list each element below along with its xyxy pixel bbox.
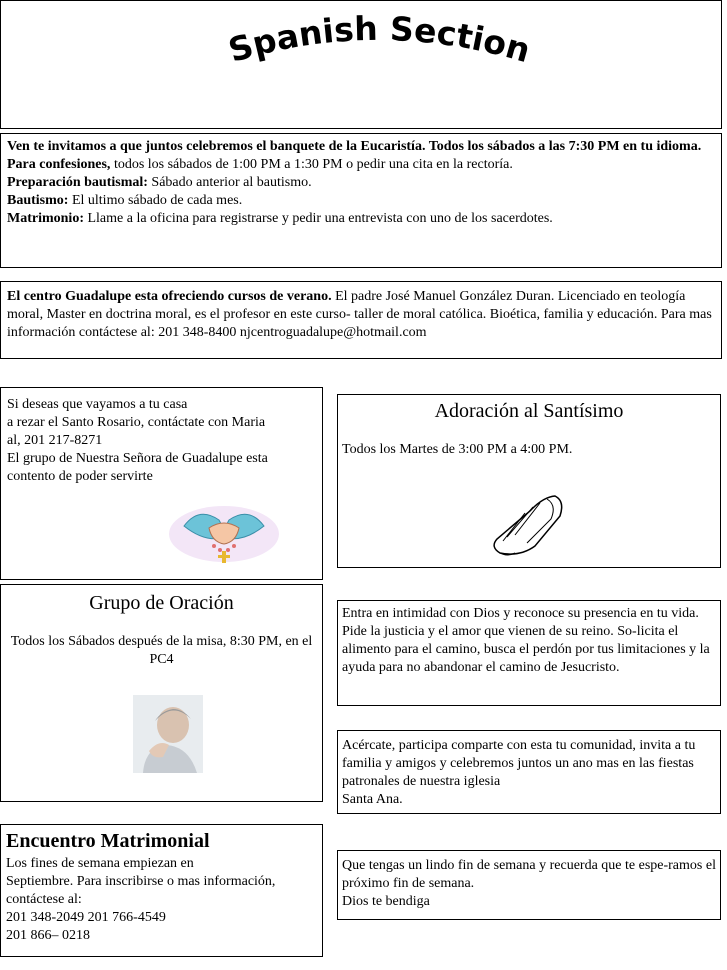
adoracion-title: Adoración al Santísimo <box>434 400 624 422</box>
praying-hands-icon <box>485 491 575 561</box>
adoracion-box <box>337 394 721 568</box>
rosary-hands-icon <box>164 498 284 568</box>
encuentro-line: Septiembre. Para inscribirse o mas información, contáctese al: <box>6 874 276 907</box>
bautismo-line: Bautismo: El ultimo sábado de cada mes. <box>7 193 243 208</box>
eucaristia-box <box>0 133 722 268</box>
fiestas-last: Santa Ana. <box>342 792 403 807</box>
rosario-box <box>0 387 323 580</box>
despedida-box <box>337 850 721 920</box>
svg-text:Spanish Section <box>224 9 534 70</box>
fiestas-box <box>337 730 721 814</box>
confesiones-line: Para confesiones, todos los sábados de 1:00 PM a 1:30 PM o pedir una cita en la rectoría. <box>7 157 513 172</box>
oracion-title: Grupo de Oración <box>89 592 234 614</box>
centro-guadalupe-box <box>0 281 722 359</box>
despedida-blessing: Dios te bendiga <box>342 894 430 909</box>
intimidad-box <box>337 600 721 706</box>
matrimonio-line: Matrimonio: Llame a la oficina para registrarse y pedir una entrevista con uno de los sacerdotes. <box>7 211 553 226</box>
header-box <box>0 0 722 129</box>
oracion-box <box>0 584 323 802</box>
rosario-line: al, 201 217-8271 <box>7 433 103 448</box>
praying-man-icon <box>133 695 203 773</box>
rosario-line: a rezar el Santo Rosario, contáctate con Maria <box>7 415 266 430</box>
encuentro-title: Encuentro Matrimonial <box>6 830 210 852</box>
adoracion-text: Todos los Martes de 3:00 PM a 4:00 PM. <box>342 442 573 457</box>
preparacion-line: Preparación bautismal: Sábado anterior al bautismo. <box>7 175 312 190</box>
page-title-text: Spanish Section <box>224 8 535 71</box>
page-title <box>1 1 721 128</box>
fiestas-text: Acércate, participa comparte con esta tu comunidad, invita a tu familia y amigos y celebremos juntos un ano mas en las fiestas patronales de nuestra iglesia <box>342 738 696 789</box>
encuentro-phone: 201 348-2049 201 766-4549 <box>6 910 166 925</box>
intimidad-text: Entra en intimidad con Dios y reconoce su presencia en tu vida. Pide la justicia y el amor que vienen de su reino. So-licita el alimento para el camino, busca el perdón por tus limitaciones y la ayuda para no abandonar el camino de Jesucristo. <box>342 606 710 675</box>
eucaristia-intro: Ven te invitamos a que juntos celebremos el banquete de la Eucaristía. Todos los sábados a las 7:30 PM en tu idioma. <box>7 139 702 154</box>
rosario-line: Si deseas que vayamos a tu casa <box>7 397 188 412</box>
oracion-text: Todos los Sábados después de la misa, 8:30 PM, en el PC4 <box>10 634 313 667</box>
encuentro-phone: 201 866– 0218 <box>6 928 90 943</box>
centro-guadalupe-text: El centro Guadalupe esta ofreciendo cursos de verano. El padre José Manuel González Duran. Licenciado en teología moral, Master en doctrina moral, es el profesor en este curso- taller de moral católica. Bioética, familia y educación. Para mas información contáctese al: 201 348-8400 njcentroguadalupe@hotmail.com <box>7 289 712 340</box>
rosario-line: El grupo de Nuestra Señora de Guadalupe esta contento de poder servirte <box>7 451 268 484</box>
encuentro-line: Los fines de semana empiezan en <box>6 856 194 871</box>
despedida-text: Que tengas un lindo fin de semana y recuerda que te espe-ramos el próximo fin de semana. <box>342 858 716 891</box>
encuentro-box <box>0 824 323 957</box>
